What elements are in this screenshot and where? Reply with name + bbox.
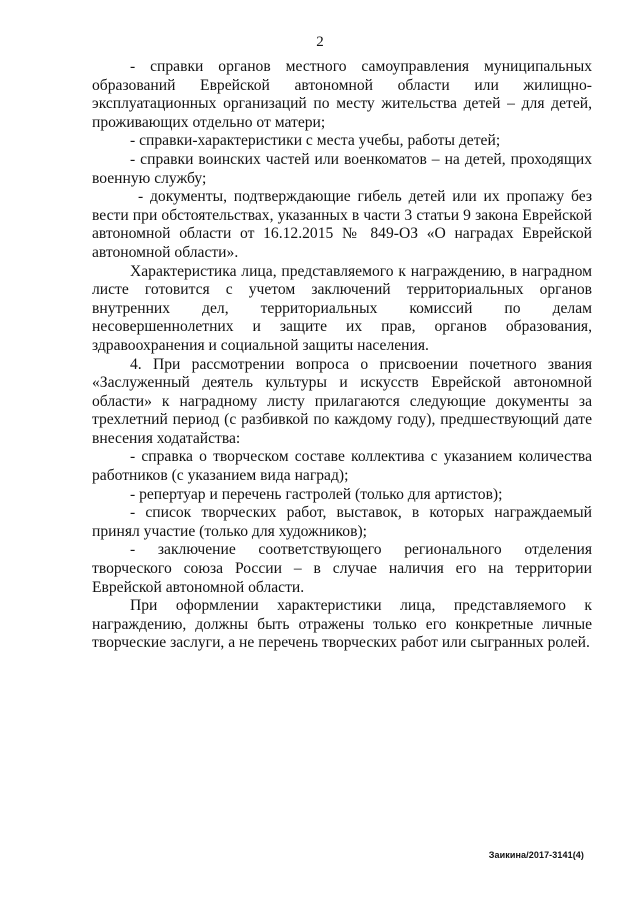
document-body <box>92 58 592 653</box>
paragraph-study-work-certificates: - справки-характеристики с места учебы, работы детей; <box>130 132 501 150</box>
paragraph-works-list: - список творческих работ, выставок, в которых награждаемый принял участие (только для художников); <box>92 504 592 540</box>
paragraph-repertoire: - репертуар и перечень гастролей (только для артистов); <box>130 485 503 503</box>
paragraph-military-certificates: - справки воинских частей или военкоматов – на детей, проходящих военную службу; <box>92 150 592 187</box>
paragraph-honorary-title: 4. При рассмотрении вопроса о присвоении почетного звания «Заслуженный деятель культуры и искусств Еврейской автономной области» к наградному листу прилагаются следующие документы за трехлетний период (с разбивкой по каждому году), предшествующий дате внесения ходатайства: <box>92 355 592 447</box>
footer-document-code: Заикина/2017-3141(4) <box>488 850 584 860</box>
paragraph-municipal-certificates: - справки органов местного самоуправления муниципальных образований Еврейской автономной области или жилищно-эксплуатационных организаций по месту жительства детей – для детей, проживающих отдельно от матери; <box>92 58 592 131</box>
page-number: 2 <box>316 34 324 50</box>
paragraph-union-conclusion: - заключение соответствующего регионального отделения творческого союза России – в случае наличия его на территории Еврейской автономной области. <box>92 541 592 596</box>
paragraph-team-certificate: - справка о творческом составе коллектива с указанием количества работников (с указанием вида наград); <box>92 448 592 485</box>
paragraph-death-documents: - документы, подтверждающие гибель детей или их пропажу без вести при обстоятельствах, указанных в части 3 статьи 9 закона Еврейской автономной области от 16.12.2015 № 849-ОЗ «О наградах Еврейской автономной области». <box>92 188 592 261</box>
paragraph-characteristic: Характеристика лица, представляемого к награждению, в наградном листе готовится с учетом заключений территориальных органов внутренних дел, территориальных комиссий по делам несовершеннолетних и защите их прав, органов образования, здравоохранения и социальной защиты населения. <box>92 262 592 354</box>
paragraph-formatting-note: При оформлении характеристики лица, представляемого к награждению, должны быть отражены только его конкретные личные творческие заслуги, а не перечень творческих работ или сыгранных ролей. <box>92 597 592 652</box>
